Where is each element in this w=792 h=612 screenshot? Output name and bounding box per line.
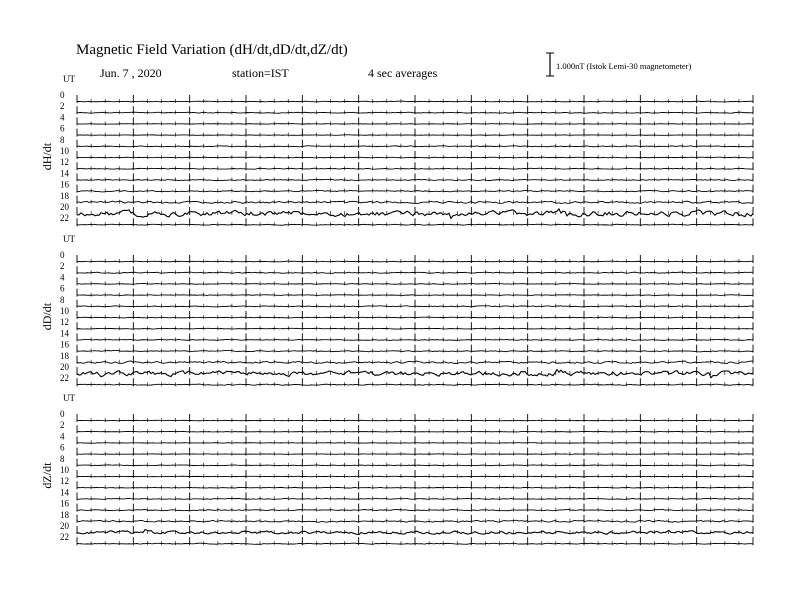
row-label: 16: [60, 339, 69, 350]
row-label: 18: [60, 509, 69, 520]
row-label: 12: [60, 476, 69, 487]
row-label: 10: [60, 146, 69, 156]
row-label: 18: [60, 190, 69, 201]
row-label: 8: [60, 134, 65, 145]
row-label: 8: [60, 294, 65, 305]
row-label: 22: [60, 213, 69, 224]
trace-line: [77, 168, 753, 169]
row-label: 18: [60, 350, 69, 361]
row-label: 2: [60, 420, 65, 431]
row-label: 16: [60, 179, 69, 190]
averaging-label: 4 sec averages: [368, 66, 438, 80]
row-label: 8: [60, 453, 65, 464]
scale-bar: [546, 53, 554, 76]
panel-2: [40, 393, 753, 545]
ut-label: UT: [63, 74, 75, 84]
trace-line: [77, 135, 753, 136]
row-label: 12: [60, 157, 69, 168]
row-label: 12: [60, 317, 69, 328]
panel-0: [40, 74, 753, 226]
row-label: 0: [60, 90, 65, 100]
row-label: 4: [60, 272, 65, 283]
row-label: 20: [60, 521, 69, 531]
y-axis-label: dZ/dt: [40, 462, 54, 489]
row-label: 4: [60, 431, 65, 442]
row-label: 4: [60, 112, 65, 123]
trace-line: [77, 101, 753, 102]
trace-line: [77, 465, 753, 466]
trace-line: [77, 295, 753, 296]
row-label: 0: [60, 409, 65, 419]
scale-label: 1.000nT (Istok Lemi-30 magnetometer): [556, 61, 692, 71]
station-label: station=IST: [232, 66, 289, 80]
row-label: 10: [60, 306, 69, 316]
y-axis-label: dH/dt: [40, 142, 54, 171]
row-label: 2: [60, 261, 65, 272]
row-label: 20: [60, 202, 69, 212]
trace-line: [77, 112, 753, 113]
trace-line: [77, 487, 753, 488]
row-label: 0: [60, 250, 65, 260]
trace-line: [77, 443, 753, 444]
row-label: 22: [60, 532, 69, 543]
row-label: 6: [60, 442, 65, 453]
ut-label: UT: [63, 234, 75, 244]
row-label: 16: [60, 498, 69, 509]
panel-1: [40, 234, 753, 386]
row-label: 14: [60, 487, 69, 498]
trace-line: [77, 124, 753, 125]
ut-label: UT: [63, 393, 75, 403]
trace-line: [77, 476, 753, 477]
row-label: 6: [60, 123, 65, 134]
y-axis-label: dD/dt: [40, 302, 54, 331]
row-label: 22: [60, 373, 69, 384]
date-label: Jun. 7 , 2020: [100, 66, 162, 80]
row-label: 14: [60, 168, 69, 179]
chart-title: Magnetic Field Variation (dH/dt,dD/dt,dZ/dt): [76, 42, 348, 58]
row-label: 6: [60, 283, 65, 294]
trace-line: [77, 157, 753, 158]
row-label: 20: [60, 362, 69, 372]
row-label: 10: [60, 465, 69, 475]
trace-line: [77, 420, 753, 421]
trace-line: [77, 317, 753, 318]
trace-line: [77, 431, 753, 432]
row-label: 14: [60, 328, 69, 339]
row-label: 2: [60, 101, 65, 112]
